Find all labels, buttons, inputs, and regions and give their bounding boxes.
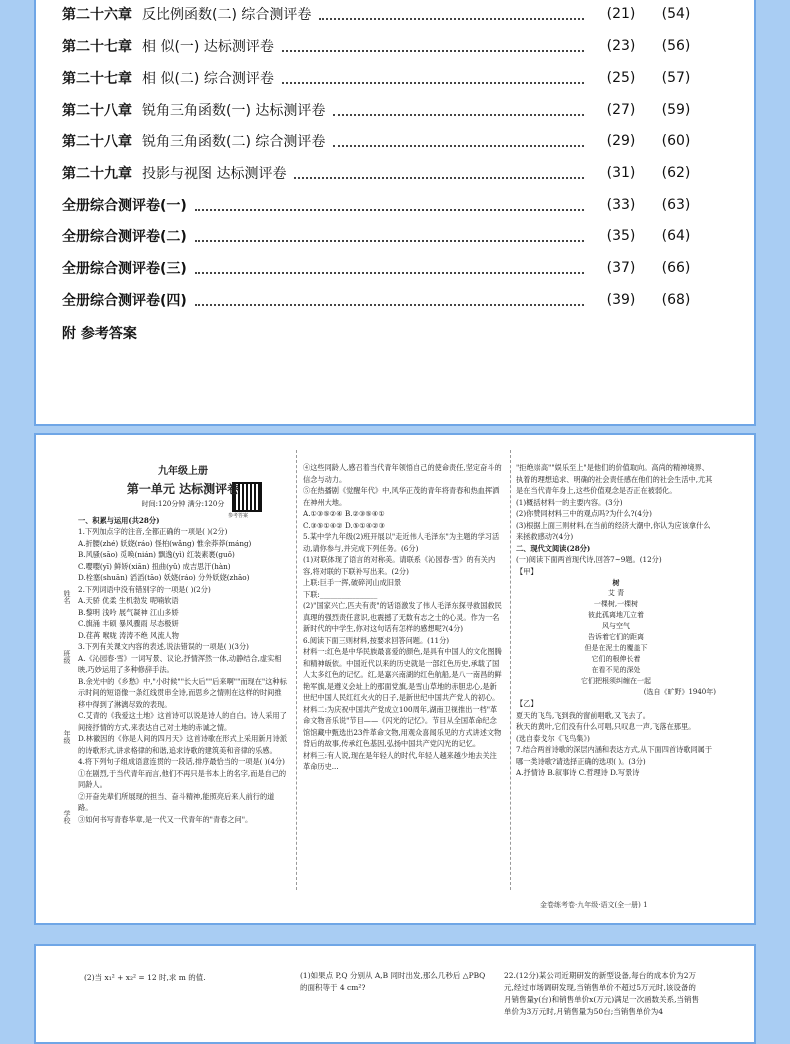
- poem-line: 它们的根伸长着: [591, 655, 641, 663]
- toc-page-number: (37): [606, 260, 636, 276]
- question-text: B.黎明 浅吟 展气凝神 江山多娇: [78, 607, 179, 617]
- unit-title: 第一单元 达标测评卷: [126, 481, 240, 496]
- toc-row[interactable]: [62, 2, 702, 26]
- question-text: 5.某中学九年级(2)班开展以"走近伟人毛泽东"为主题的学习活动,请你参与,并完成下列任务。(6分): [303, 532, 500, 553]
- toc-page-number: (21): [606, 6, 636, 22]
- question-text: A.折腰(zhé) 妖娆(ráo) 怪柏(wǎng) 惟余莽莽(máng): [78, 538, 252, 548]
- toc-row[interactable]: [62, 161, 702, 185]
- toc-leader: [195, 230, 584, 242]
- bottom-left-text: (2)当 x₁² + x₂² = 12 时,求 m 的值.: [84, 973, 206, 982]
- exam-column-3: [516, 462, 716, 779]
- toc-answer-page: (68): [661, 292, 691, 308]
- question-text: 一、积累与运用(共28分): [78, 515, 160, 525]
- toc-answer-page: (60): [661, 133, 691, 149]
- question-text: "拒绝崇高""娱乐至上"是他们的价值取向。高尚的精神境界、执着的理想追求、明确的社会责任感在他们的社会生活中,尤其是在当代青年身上,这些价值观念是否正在被弱化。: [516, 463, 713, 495]
- toc-title: 全册综合测评卷(一): [62, 198, 187, 214]
- side-label: 姓名: [63, 590, 71, 604]
- question-text: D.林徽因的《你是人间的四月天》这首诗歌在形式上采用新月诗派的诗歌形式,讲求格律的和谐,追求诗歌的建筑美和音律的乐感。: [78, 734, 288, 755]
- question-text: 上联:巨手一挥,破碎河山成旧景: [303, 578, 402, 587]
- toc-chapter: 第二十六章: [62, 7, 132, 23]
- poem-line: 但是在泥土的覆盖下: [584, 644, 648, 652]
- question-text: 下联:________________: [303, 589, 378, 599]
- exam-column-1: [78, 466, 288, 825]
- toc-page-number: (39): [606, 292, 636, 308]
- poem-line: 告诉着它们的距离: [588, 633, 644, 641]
- toc-title: 锐角三角函数(二) 综合测评卷: [142, 134, 326, 150]
- question-text: C.艾青的《我爱这土地》这首诗可以说是诗人的自白。诗人采用了间接抒情的方式,来表达自己对土地的赤诚之情。: [78, 711, 287, 732]
- toc-title: 相 似(一) 达标测评卷: [142, 39, 274, 55]
- poem-title: 树: [612, 578, 620, 587]
- toc-answer-page: (66): [661, 260, 691, 276]
- poem-line: 它们把根须纠缠在一起: [581, 677, 651, 685]
- poem-line: 彼此孤离地兀立着: [588, 611, 644, 619]
- question-text: ①在剧烈,于当代青年而言,他们不再只是书本上的名字,而是自己的同龄人。: [78, 768, 287, 789]
- toc-leader: [195, 199, 584, 211]
- column-divider: [296, 450, 297, 890]
- poem-line: 风与空气: [602, 622, 630, 630]
- question-text: 秋天的黄叶,它们没有什么可唱,只叹息一声,飞落在那里。: [516, 722, 696, 731]
- poem-line: 在看不见的深处: [591, 666, 641, 674]
- question-text: B.余光中的《乡愁》中,"小时候""长大后""后来啊""而现在"这种标示时间的短语像一条红线贯串全诗,而思乡之情则在这样的时间推移中得到了淋漓尽致的表现。: [78, 676, 287, 709]
- toc-answer-page: (62): [661, 165, 691, 181]
- question-text: 3.下列有关课文内容的表述,说法错误的一项是( )(3分): [78, 642, 249, 651]
- bottom-mid-text: (1)如果点 P,Q 分别从 A,B 同时出发,那么几秒后 △PBQ 的面积等于 4 cm²?: [300, 971, 486, 992]
- question-text: A.天骄 优柔 生机勃发 呢喃软语: [78, 596, 179, 605]
- question-text: 4.将下列句子组成语意连贯的一段话,排序最恰当的一项是( )(4分): [78, 757, 285, 766]
- question-text: 材料一:红色是中华民族最喜爱的颜色,是具有中国人的文化图腾和精神皈依。中国近代以来的历史就是一部红色历史,承载了国人太多红色的记忆。红,是嘉兴南湖的红色航船,是八一南昌的鲜艳军旗,是遵义会址上的那面党旗,是雪山草地的赤胆忠心,是新世纪中国人民红红火火的日子,是新世纪中国共产党人的初心。: [303, 647, 502, 702]
- toc-title: 锐角三角函数(一) 达标测评卷: [142, 103, 326, 119]
- side-label: 学校: [63, 810, 71, 824]
- question-text: (1)概括材料一的主要内容。(3分): [516, 497, 623, 507]
- grade-title: 九年级上册: [158, 466, 208, 477]
- toc-row[interactable]: [62, 193, 702, 217]
- poem-source: (选自《旷野》1940年): [643, 688, 716, 696]
- exam-column-2: [303, 462, 503, 773]
- toc-chapter: 第二十七章: [62, 71, 132, 87]
- toc-row[interactable]: [62, 98, 702, 122]
- toc-chapter: 第二十九章: [62, 166, 132, 182]
- question-text: ⑤在热播剧《觉醒年代》中,风华正茂的青年将青春和热血挥洒在神州大地。: [303, 486, 500, 507]
- poem-line: 一棵树,一棵树: [593, 600, 639, 608]
- question-text: 夏天的飞鸟,飞到我的窗前唱歌,又飞去了。: [516, 710, 650, 720]
- toc-leader: [195, 294, 584, 306]
- toc-title: 全册综合测评卷(四): [62, 293, 187, 309]
- column-divider: [510, 450, 511, 890]
- question-text: (2)你赞同材料三中的观点吗?为什么?(4分): [516, 509, 652, 518]
- question-text: C.嘤嘤(yī) 鲜矫(xiān) 扭曲(yǔ) 成吉思汗(hàn): [78, 561, 231, 571]
- toc-leader: [294, 167, 584, 179]
- toc-leader: [333, 104, 584, 116]
- question-text: 【乙】: [516, 699, 538, 708]
- toc-leader: [319, 8, 584, 20]
- toc-row[interactable]: [62, 288, 702, 312]
- question-text: A.《沁园春·雪》一词写景、议论,抒情浑然一体,动静结合,虚实相映,巧妙运用了多种修辞手法。: [78, 653, 282, 674]
- question-text: A.抒情诗 B.叙事诗 C.哲理诗 D.写景诗: [516, 768, 640, 777]
- toc-row[interactable]: [62, 224, 702, 248]
- toc-page-number: (35): [606, 228, 636, 244]
- toc-leader: [333, 135, 584, 147]
- side-label: 年级: [63, 730, 71, 744]
- question-text: A.①③⑤②④ B.②③⑤④①: [303, 509, 385, 518]
- question-text: 6.阅读下面三则材料,按要求回答问题。(11分): [303, 635, 450, 645]
- question-text: 2.下列词语中没有错别字的一项是( )(2分): [78, 584, 211, 594]
- question-text: (一)阅读下面两首现代诗,回答7~9题。(12分): [516, 555, 662, 564]
- question-text: D.荏苒 喉咙 涛涛不绝 风流人物: [78, 630, 179, 640]
- page-footer: 金卷练考卷·九年级·语文(全一册) 1: [540, 901, 648, 909]
- toc-chapter: 第二十八章: [62, 134, 132, 150]
- question-text: 1.下列加点字的注音,全都正确的一项是( )(2分): [78, 527, 228, 536]
- toc-page-number: (27): [606, 102, 636, 118]
- toc-answer-page: (64): [661, 228, 691, 244]
- toc-title: 反比例函数(二) 综合测评卷: [142, 7, 312, 23]
- question-text: (1)对联体现了语言的对称美。请联系《沁园春·雪》的有关内容,将对联的下联补写出来。(2分): [303, 555, 496, 576]
- question-text: 7.结合两首诗歌的深层内涵和表达方式,从下面四首诗歌同属于哪一类诗歌?请选择正确的选项( )。(3分): [516, 745, 713, 766]
- question-text: 材料三:有人说,现在是年轻人的时代,年轻人越来越少地去关注革命历史...: [303, 750, 497, 771]
- toc-leader: [282, 40, 584, 52]
- toc-row[interactable]: [62, 34, 702, 58]
- poem-author: 艾 青: [607, 589, 625, 597]
- question-text: C.③⑤①④② D.⑤①④②③: [303, 520, 386, 530]
- toc-answer-page: (54): [661, 6, 691, 22]
- toc-title: 全册综合测评卷(三): [62, 261, 187, 277]
- toc-page-number: (29): [606, 133, 636, 149]
- toc-leader: [195, 262, 584, 274]
- question-text: ②开奋先辈们所展现的担当、奋斗精神,能照亮后来人前行的道路。: [78, 791, 275, 812]
- toc-answer-page: (59): [661, 102, 691, 118]
- exam-meta: 时间:120分钟 满分:120分: [141, 500, 225, 508]
- toc-page-number: (25): [606, 70, 636, 86]
- question-text: C.旗涌 丰硕 暴风骤雨 尽态极妍: [78, 619, 179, 628]
- toc-row[interactable]: [62, 256, 702, 280]
- toc-leader: [282, 72, 584, 84]
- question-text: D.栓塞(shuān) 滔滔(tāo) 妖娆(ráo) 分外妖娆(zhāo): [78, 573, 250, 582]
- toc-title: 全册综合测评卷(二): [62, 229, 187, 245]
- question-text: 【甲】: [516, 566, 538, 576]
- toc-page-number: (23): [606, 38, 636, 54]
- toc-title: 投影与视图 达标测评卷: [142, 166, 287, 182]
- toc-appendix: 附 参考答案: [62, 326, 137, 342]
- question-text: (3)根据上面三则材料,在当前的经济大潮中,你认为应该拿什么来拯救感动?(4分): [516, 520, 711, 541]
- toc-answer-page: (63): [661, 197, 691, 213]
- toc-page-number: (33): [606, 197, 636, 213]
- toc-title: 相 似(二) 综合测评卷: [142, 71, 274, 87]
- toc-page-number: (31): [606, 165, 636, 181]
- question-text: 材料二:为庆祝中国共产党成立100周年,湖南卫视推出一档"革命文物音乐说"节目——《闪光的记忆》。节目从全国革命纪念馆馆藏中甄选出23件革命文物,用观众喜闻乐见的方式讲述文物背后的故事,传承红色基因,弘扬中国共产党闪光的记忆。: [303, 704, 502, 748]
- toc-chapter: 第二十八章: [62, 103, 132, 119]
- bottom-right-text: 22.(12分)某公司近期研发的新型设备,每台的成本价为2万元,经过市场调研发现,当销售单价不超过5万元时,该设备的月销售量y(台)和销售单价x(万元)满足一次函数关系,当销售单价为3万元时,月销售量为50台;当销售单价为4: [504, 971, 700, 1016]
- side-label: 班级: [63, 650, 71, 664]
- toc-chapter: 第二十七章: [62, 39, 132, 55]
- toc-row[interactable]: [62, 66, 702, 90]
- question-text: 二、现代文阅读(28分): [516, 543, 591, 553]
- toc-answer-page: (57): [661, 70, 691, 86]
- toc-answer-page: (56): [661, 38, 691, 54]
- toc-row[interactable]: [62, 129, 702, 153]
- question-text: (2)"国家兴亡,匹夫有责"的话语激发了伟人毛泽东探寻救国救民真理的强烈责任意识,也震撼了无数有志之士的心灵。作为一名新时代的中学生,你对这句话有怎样的感想呢?(4分): [303, 601, 502, 633]
- question-text: ③如何书写青春华章,是一代又一代青年的"青春之问"。: [78, 814, 253, 824]
- question-text: B.风骚(sāo) 觅唤(nián) 飘逸(yì) 红装素裹(guǒ): [78, 550, 235, 559]
- question-text: (选自泰戈尔《飞鸟集》): [516, 733, 590, 743]
- qr-label: 参考答案: [228, 513, 249, 519]
- question-text: ④这些同龄人,感召着当代青年领悟自己的使命责任,坚定奋斗的信念与动力。: [303, 463, 502, 484]
